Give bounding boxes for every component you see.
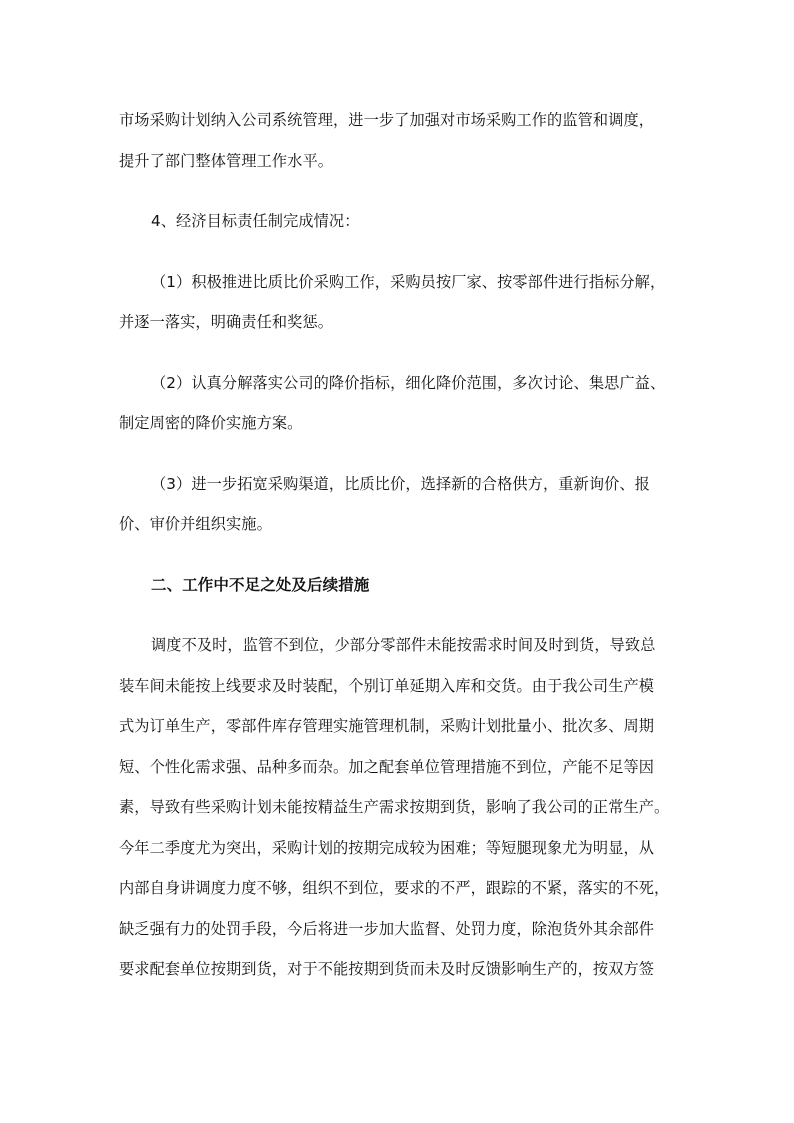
text-line: 装车间未能按上线要求及时装配，个别订单延期入库和交货。由于我公司生产模 [119, 676, 655, 695]
text-line: 素，导致有些采购计划未能按精益生产需求按期到货，影响了我公司的正常生产。 [119, 798, 670, 816]
text-line: 式为订单生产，零部件库存管理实施管理机制，采购计划批量小、批次多、周期 [119, 717, 655, 735]
paragraph-gap [119, 545, 679, 565]
paragraph-gap [119, 444, 679, 464]
text-line: 短、个性化需求强、品种多而杂。加之配套单位管理措施不到位，产能不足等因 [119, 757, 655, 776]
text-line: 制定周密的降价实施方案。 [119, 414, 303, 432]
paragraph-gap [119, 605, 679, 625]
text-line: 并逐一落实，明确责任和奖惩。 [119, 313, 334, 331]
text-line: 提升了部门整体管理工作水平。 [119, 151, 334, 170]
document-body [119, 100, 679, 990]
section-item-4: 4、经济目标责任制完成情况： [151, 212, 360, 230]
text-line: （3）进一步拓宽采购渠道，比质比价，选择新的合格供方，重新询价、报 [151, 474, 650, 493]
text-line: 价、审价并组织实施。 [119, 515, 272, 533]
text-line: （1）积极推进比质比价采购工作，采购员按厂家、按零部件进行指标分解， [151, 272, 666, 291]
text-line: 调度不及时，监管不到位，少部分零部件未能按需求时间及时到货，导致总 [151, 636, 656, 654]
paragraph-gap [119, 242, 679, 262]
text-line: 缺乏强有力的处罚手段，今后将进一步加大监督、处罚力度，除泡货外其余部件 [119, 919, 655, 938]
text-line: 今年二季度尤为突出，采购计划的按期完成较为困难；等短腿现象尤为明显，从 [119, 838, 655, 857]
text-line: （2）认真分解落实公司的降价指标，细化降价范围，多次讨论、集思广益、 [151, 373, 666, 392]
paragraph-gap [119, 343, 679, 363]
text-line: 内部自身讲调度力度不够，组织不到位，要求的不严，跟踪的不紧，落实的不死， [119, 879, 670, 897]
text-line: 要求配套单位按期到货，对于不能按期到货而未及时反馈影响生产的，按双方签 [119, 960, 655, 978]
text-line: 市场采购计划纳入公司系统管理，进一步了加强对市场采购工作的监管和调度， [119, 111, 655, 129]
paragraph-gap [119, 181, 679, 201]
section-heading: 二、工作中不足之处及后续措施 [151, 575, 370, 594]
